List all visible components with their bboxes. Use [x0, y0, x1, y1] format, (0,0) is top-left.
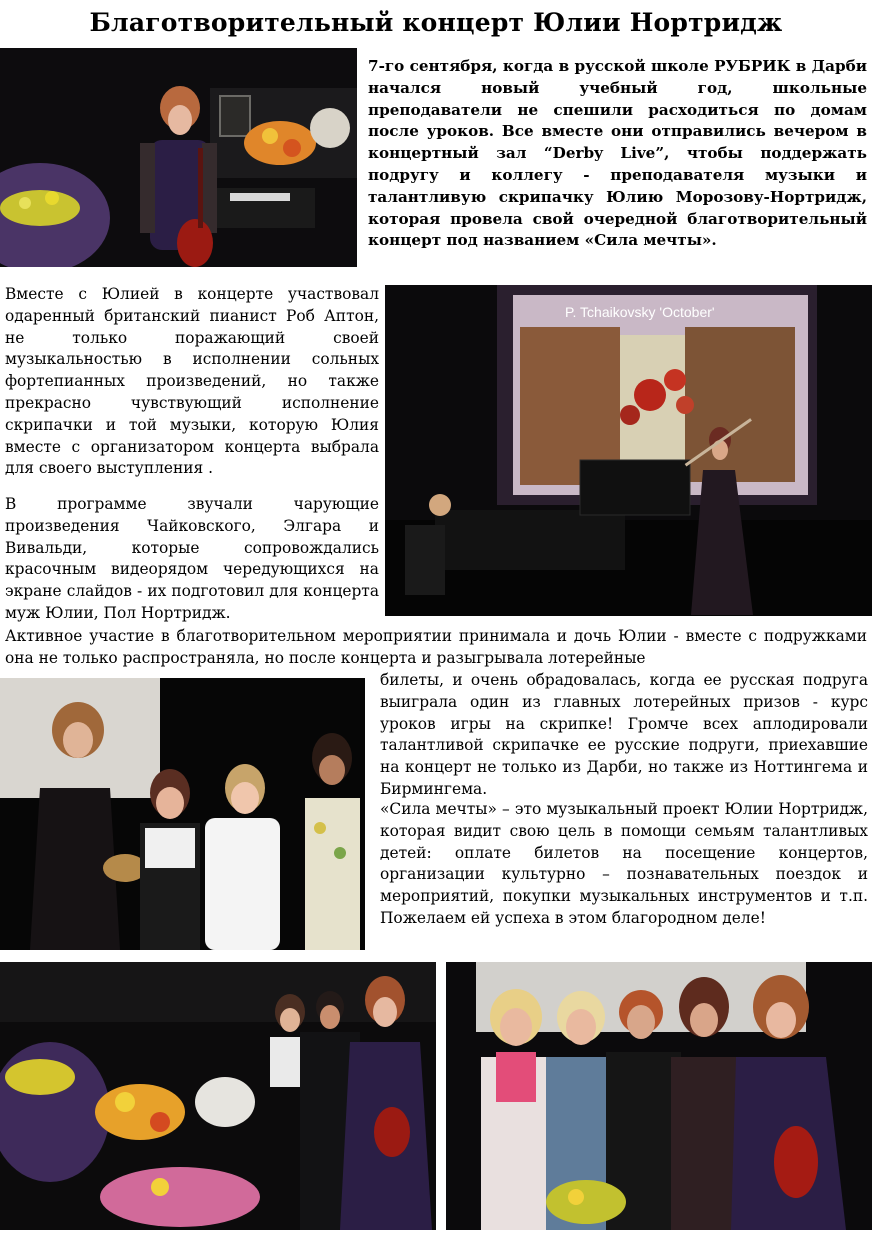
slide-caption: P. Tchaikovsky 'October'	[565, 304, 715, 320]
paragraph-daughter-start: Активное участие в благотворительном мероприятии принимала и дочь Юлии - вместе с подружками она не только распространяла, но после концерта и разыгрывала лотерейные	[5, 627, 867, 667]
article-title: Благотворительный концерт Юлии Нортридж	[89, 8, 783, 37]
paragraph-daughter-end: билеты, и очень обрадовалась, когда ее русская подруга выиграла один из главных лотерейных призов - курс уроков игры на скрипке! Громче всех аплодировали талантливой скрипачке ее русские подруги, приехавшие на концерт не только из Дарби, но также из Ноттингема и Бирмингема.	[380, 671, 868, 798]
intro-paragraph: 7-го сентября, когда в русской школе РУБРИК в Дарби начался новый учебный год, школьные преподаватели не спешили расходиться по домам после уроков. Все вместе они отправились вечером в концертный зал “Derby Live”, чтобы поддержать подругу и коллегу - преподавателя музыки и талантливую скрипачку Юлию Морозову-Нортридж, которая провела свой очередной благотворительный концерт под названием «Сила мечты».	[368, 57, 867, 250]
photo-family-with-flowers	[0, 962, 436, 1230]
photo-teachers-group	[446, 962, 872, 1230]
paragraph-project: «Сила мечты» – это музыкальный проект Юлии Нортридж, которая видит свою цель в помощи семьям талантливых детей: оплате билетов на посещение концертов, организации культурно – познавательных поездок и мероприятий, покупки музыкальных инструментов и т.п. Пожелаем ей успеха в этом благородном деле!	[380, 800, 868, 927]
paragraph-program: В программе звучали чарующие произведения Чайковского, Элгара и Вивальди, которые сопровождались красочным видеорядом чередующихся на экране слайдов - их подготовил для концерта муж Юлии, Пол Нортридж.	[5, 495, 379, 622]
photo-concert-stage	[385, 285, 872, 616]
photo-lottery-girls	[0, 678, 365, 950]
photo-violinist-with-flowers	[0, 48, 357, 267]
paragraph-pianist: Вместе с Юлией в концерте участвовал одаренный британский пианист Роб Аптон, не только поражающий своей музыкальностью в исполнении сольных фортепианных произведений, но также прекрасно чувствующий исполнение скрипачки и той музыки, которую Юлия вместе с организатором концерта выбрала для своего выступления .	[5, 285, 379, 478]
